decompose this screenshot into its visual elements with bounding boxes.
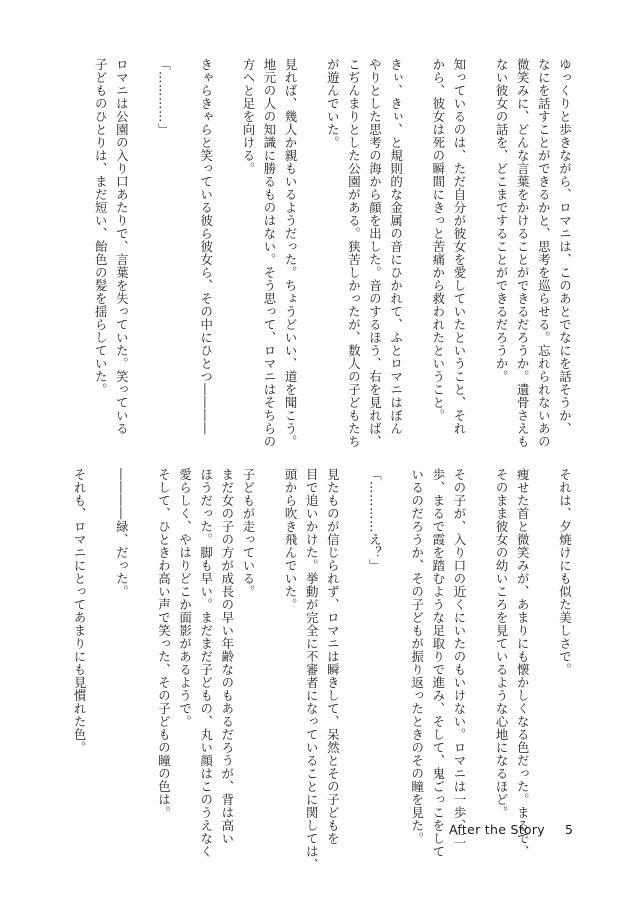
text-line: 目で追いかけた。挙動が完全に不審者になっていることに関しては、: [304, 468, 320, 871]
text-line: こぢんまりとした公園がある。狭苦しかったが、数人の子どもたち: [346, 58, 362, 448]
text-line: やりとした思考の海から顔を出した。音のするほう、右を見れば、: [367, 58, 383, 448]
text-line: ゆっくりと歩きながら、ロマニは、このあとでなにを話そうか、: [557, 58, 573, 435]
text-line: ロマニは公園の入り口あたりで、言葉を失っていた。笑っている: [114, 58, 130, 435]
text-line: きぃ、きぃ、と規則的な金属の音にひかれて、ふとロマニはぼん: [388, 58, 404, 435]
text-line: ない彼女の話を、どこまですることができるだろうか。: [494, 58, 510, 383]
text-line: 見たものが信じられず、ロマニは瞬きして、呆然とその子どもを: [325, 468, 341, 845]
text-line: そして、ひときわ高い声で笑った、その子どもの瞳の色は。: [156, 468, 172, 819]
text-line: ――――緑、だった。: [114, 468, 130, 598]
text-line: それは、夕焼けにも似た美しさで。: [557, 468, 573, 676]
text-line: 見れば、幾人か親もいるようだった。ちょうどいい、道を聞こう。: [283, 58, 299, 448]
text-line: 痩せた首と微笑みが、あまりにも懐かしくなる色だった。まるで、: [515, 468, 531, 858]
text-line: 微笑みに、どんな言葉をかけることができるだろうか。遺骨さえも: [515, 58, 531, 448]
text-line: 知っているのは、ただ自分が彼女を愛していたということ、それ: [451, 58, 467, 435]
text-line: から、彼女は死の瞬間にきっと苦痛から救われたということ。: [430, 58, 446, 422]
text-line: いるのだろうか、その子どもが振り返ったときのその瞳を見た。: [409, 468, 425, 845]
text-line: ほうだった。脚も早い。まだまだ子どもの、丸い顔はこのうえなく: [198, 468, 214, 858]
text-line: そのまま彼女の幼いころを見ているような心地になるほど。: [494, 468, 510, 819]
text-line: が遊んでいた。: [325, 58, 341, 149]
text-line: 地元の人の知識に勝るものはない。そう思って、ロマニはそちらの: [262, 58, 277, 448]
text-line: 「…………え？」: [367, 468, 383, 572]
text-line: 子どもが走っている。: [240, 468, 256, 598]
text-line: まだ女の子の方が成長の早い年齢なのもあるだろうが、背は高い: [219, 468, 235, 845]
text-line: なにを話すことができるかと、思考を巡らせる。忘れられないあの: [536, 58, 552, 448]
text-line: その子が、入り口の近くにいたのもいけない。ロマニは一歩、二: [451, 468, 467, 845]
text-line: 「…………」: [156, 58, 172, 136]
text-line: 頭から吹き飛んでいた。: [283, 468, 299, 611]
text-line: 子どものひとりは、まだ短い、飴色の髪を揺らしていた。: [93, 58, 109, 396]
text-line: それも、ロマニにとってあまりにも見慣れた色。: [72, 468, 88, 754]
text-line: 愛らしく、やはりどこか面影があるようで。: [177, 468, 193, 728]
running-footer: [449, 822, 589, 837]
text-line: 歩、まるで霞を踏むような足取りで進み、そして、鬼ごっこをして: [430, 468, 446, 858]
page-number: 5: [565, 822, 574, 837]
text-line: きゃらきゃらと笑っている彼ら彼女ら、その中にひとつ――――: [198, 58, 214, 435]
text-line: 方へと足を向ける。: [240, 58, 256, 175]
running-title: After the Story: [449, 822, 545, 837]
